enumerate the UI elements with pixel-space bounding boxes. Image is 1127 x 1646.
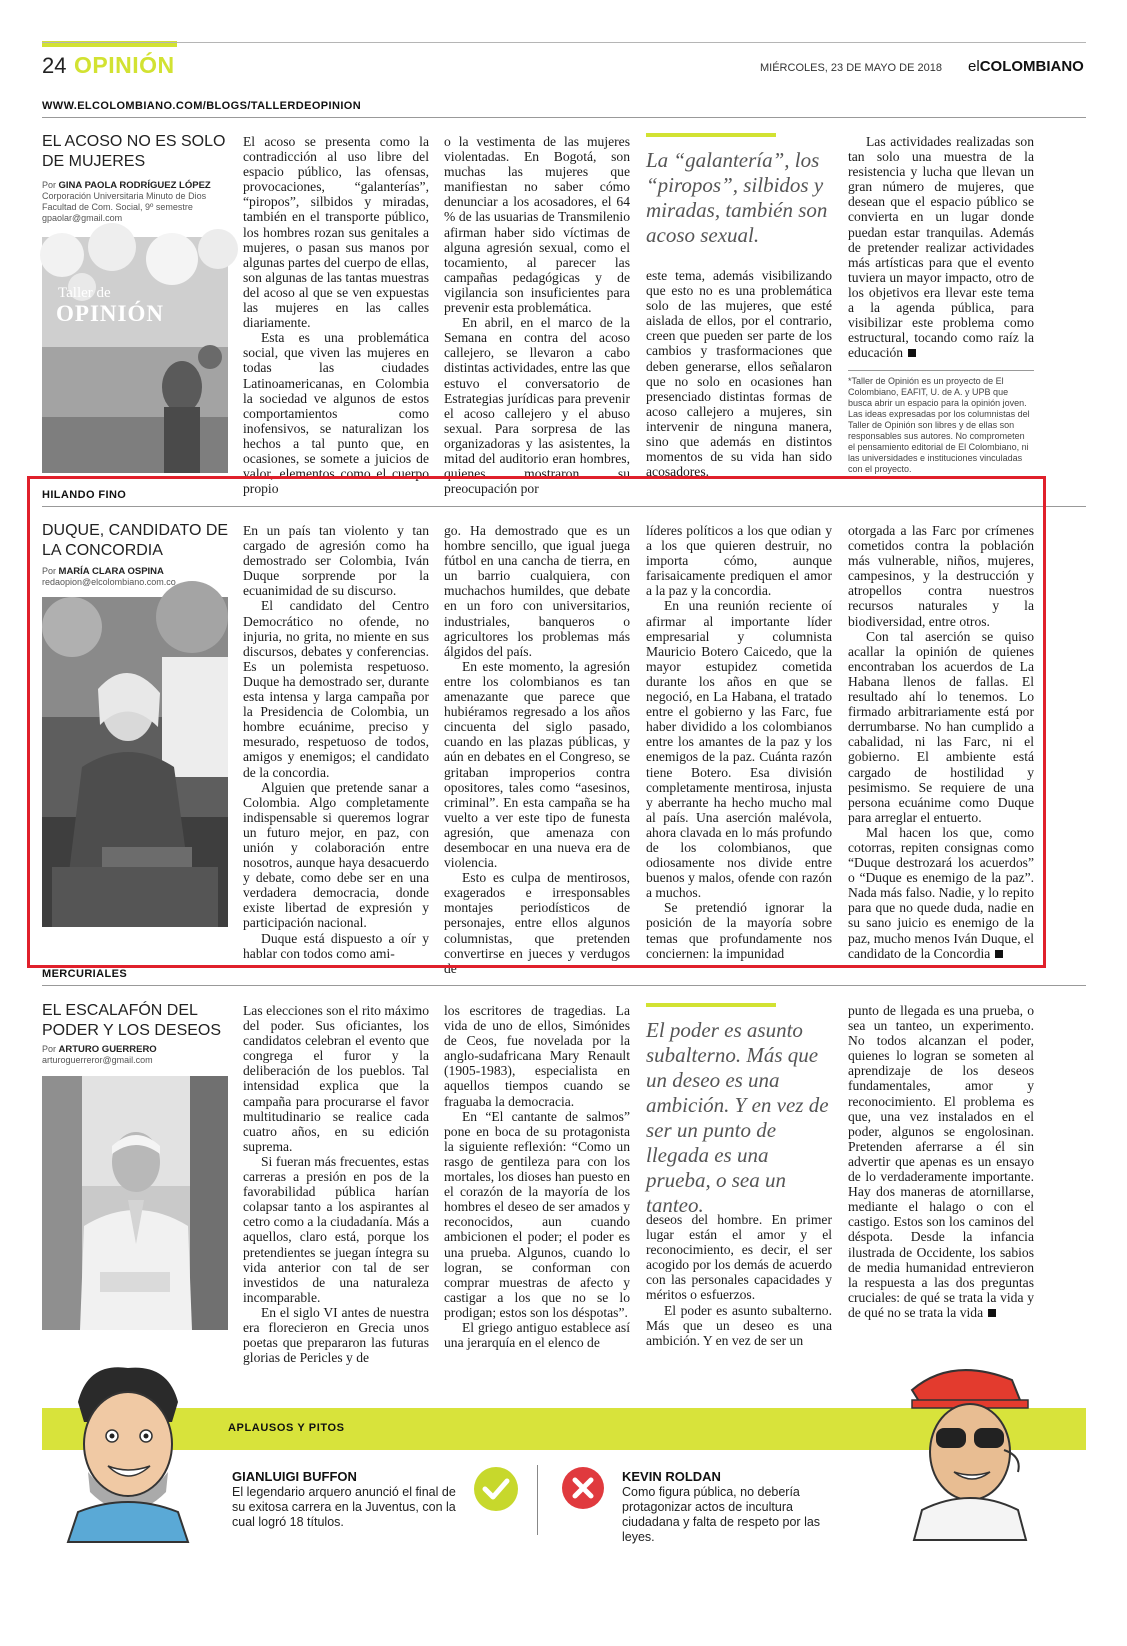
taller-logo-line2: OPINIÓN — [56, 301, 164, 326]
check-icon — [472, 1465, 520, 1513]
brand-name: COLOMBIANO — [979, 58, 1084, 75]
brand-logo — [968, 58, 1084, 75]
article2-byline: Por MARÍA CLARA OSPINA redaopion@elcolombiano.com.co — [42, 566, 176, 587]
taller-logo-line1: Taller de — [58, 285, 111, 301]
article3-column-4: punto de llegada es una prueba, o sea un tanteo, un experimento. No todos alcanzan el poder, quienes lo logran se someten al aprendizaje de los deseos fundamentales, amor y reconocimiento. El problema es que, una vez instalados en el poder, algunos se engolosinan. Pretenden aferrarse a él sin advertir que apenas es un ensayo de lo verdaderamente importante. Hay dos maneras de atornillarse, mediante el halago o con el castigo. Estos son los caminos del déspota. Desde la infancia ilustrada de Occidente, los sabios de media humanidad entrevieron la respuesta a las dos preguntas cruciales: de qué se trata la vida y de qué no se trata la vida — [848, 1003, 1034, 1320]
end-mark — [995, 950, 1003, 958]
section-title: OPINIÓN — [74, 52, 175, 78]
pito-name: KEVIN ROLDAN — [622, 1469, 721, 1484]
article3-column-1: Las elecciones son el rito máximo del poder. Sus oficiantes, los candidatos celebran el evento que congrega el furor y la deliberación de los pueblos. Tal intensidad explica que la campaña para procurarse el favor multitudinario se realice cada cuatro años, en su edición suprema. Si fueran más frecuentes, estas carreras a presión en pos de la favorabilidad pública harían colapsar tanto a los aspirantes al cetro como a la ciudadanía. Más a aquellos, claro está, porque los pretendientes se juegan íntegra su vida anterior con tal de ser investidos de una naturaleza incomparable. En el siglo VI antes de nuestra era florecieron en Grecia unos poetas que prepararon las futuras glorias de Pericles y de — [243, 1003, 429, 1366]
brand-prefix: el — [968, 58, 980, 75]
article1-column-4: Las actividades realizadas son tan solo una muestra de la resistencia y lucha que llevan un gran número de mujeres, que desean que el espacio público se convierta en un lugar donde puedan estar tranquilas. Además de pretender realizar actividades más artísticas para que el evento tuviera un mayor impacto, otro de los objetivos era llevar este tema a la agenda pública, para visibilizar este problema como estructural, tocando como raíz la educación — [848, 134, 1034, 361]
note-rule — [848, 370, 1034, 371]
page-number: 24 — [42, 53, 67, 78]
article1-column-3: este tema, además visibilizando que esto no es una problemática solo de las mujeres, que esté aislada de ellos, por el contrario, creen que pueden ser parte de los cambios y trasformaciones que deben generarse, ellos señalaron que no solo en ocasiones han presenciado distintas formas de acoso callejero a mujeres, sin intervenir de ninguna manera, sino que además en distintos momentos de su vida han sido acosadores. — [646, 268, 832, 480]
author-photo-maria-clara-ospina — [42, 597, 228, 927]
article3-headline: EL ESCALAFÓN DEL PODER Y LOS DESEOS — [42, 1002, 222, 1039]
header-rule — [42, 42, 1086, 43]
article3-pullquote: El poder es asunto subalterno. Más que un deseo es una ambición. Y en vez de ser un punto de llegada es una prueba, o sea un tanteo. — [646, 1018, 829, 1217]
end-mark — [988, 1309, 996, 1317]
article1-pullquote: La “galantería”, los “piropos”, silbidos y miradas, también son acoso sexual. — [646, 148, 828, 247]
cross-icon — [560, 1465, 606, 1511]
caricature-buffon-illustration — [48, 1362, 198, 1542]
article3-column-3: deseos del hombre. En primer lugar están el amor y el reconocimiento, es decir, el ser acogido por los demás de acuerdo con las personales capacidades y méritos o esfuerzos. El poder es asunto subalterno. Más que un deseo es una ambición. Y en vez de ser un — [646, 1212, 832, 1348]
blog-url[interactable]: WWW.ELCOLOMBIANO.COM/BLOGS/TALLERDEOPINION — [42, 100, 1086, 112]
article3-column-2: los escritores de tragedias. La vida de uno de ellos, Simónides de Ceos, fue novelada por la anglo-sudafricana Mary Renault (1905-1983), especialista en aquellos tiempos cuando se fraguaba la democracia. En “El cantante de salmos” pone en boca de su protagonista la siguiente reflexión: “Como un rasgo de gentileza para con los mortales, los dioses han puesto en el corazón de la mayoría de los hombres el deseo de ser amados y reconocidos, aun cuando ambicionen el poder; el poder es una prueba. Algunos, cuando lo logran, se conforman con comprar muestras de afecto y castigar a los que no se lo prodigan; estos son los déspotas”. El griego antiguo establece así una jerarquía en el elenco de — [444, 1003, 630, 1351]
aplauso-name: GIANLUIGI BUFFON — [232, 1469, 357, 1484]
end-mark — [908, 349, 916, 357]
article3-byline: Por ARTURO GUERRERO arturoguerreror@gmail.com — [42, 1044, 157, 1065]
article1-byline: Por GINA PAOLA RODRÍGUEZ LÓPEZ Corporación Universitaria Minuto de Dios Facultad de Com. Social, 9º semestre gpaolar@gmail.com — [42, 180, 211, 223]
aplausos-divider — [537, 1465, 538, 1535]
author-photo-arturo-guerrero — [42, 1076, 228, 1330]
pullquote-accent — [646, 1003, 776, 1007]
pito-text: Como figura pública, no debería protagonizar actos de incultura ciudadana y falta de respeto por las leyes. — [622, 1485, 821, 1544]
aplauso-text: El legendario arquero anunció el final de su exitosa carrera en la Juventus, con la cual logró 18 títulos. — [232, 1485, 456, 1529]
pullquote-accent — [646, 133, 776, 137]
author-portrait — [42, 1076, 228, 1330]
section-hilando-fino: HILANDO FINO — [42, 489, 1086, 501]
article2-column-4: otorgada a las Farc por crímenes cometidos contra la población más vulnerable, niños, mujeres, campesinos, y la destrucción y atropellos contra nuestros recursos naturales y la biodiversidad, entre otros. Con tal aserción se quiso acallar la opinión de quienes encontraban los acuerdos de La Habana llenos de fallas. El resultado ahí lo tenemos. Lo firmado arbitrariamente está por derrumbarse. No han cumplido a cabalidad, ni las Farc, ni el gobierno. El ambiente está cargado de hostilidad y pesimismo. Se requiere de una persona ecuánime como Duque para arreglar el entuerto. Mal hacen los que, como cotorras, repiten consignas como “Duque destrozará los acuerdos” o “Duque es enemigo de la paz”. Nada más falso. Nadie, y lo repito para que no quede duda, nadie en su sano juicio es enemigo de la paz, mucho menos Iván Duque, el candidato de la Concordia — [848, 523, 1034, 961]
section-mercuriales: MERCURIALES — [42, 968, 1086, 980]
aplausos-title: APLAUSOS Y PITOS — [228, 1422, 345, 1434]
taller-opinion-note: *Taller de Opinión es un proyecto de El Colombiano, EAFIT, U. de A. y UPB que busca abrir un espacio para la opinión joven. Las ideas expresadas por los columnistas del Taller de Opinión son libres y de ellas son responsables sus autores. No comprometen el pensamiento editorial de El Colombiano, ni las universidades e instituciones vinculadas con el proyecto. — [848, 376, 1030, 474]
article1-column-2: o la vestimenta de las mujeres violentadas. En Bogotá, son muchas las mujeres que manifiestan no saber cómo denunciar a los acosadores, el 64 % de las usuarias de Transmilenio afirman haber sido víctimas de alguna agresión sexual, como el tocamiento, al parecer las campañas pedagógicas y de vigilancia son insuficientes para prevenir esta problemática. En abril, en el marco de la Semana en contra del acoso callejero, se llevaron a cabo distintas actividades, entre las que estuvo el conversatorio de Estrategias jurídicas para prevenir el acoso callejero y el abuso sexual. Para sorpresa de las organizadoras y las asistentes, la mitad del auditorio eran hombres, quienes mostraron su preocupación por — [444, 134, 630, 497]
article2-headline: DUQUE, CANDIDATO DE LA CONCORDIA — [42, 522, 229, 559]
article2-column-1: En un país tan violento y tan cargado de agresión como ha demostrado ser Colombia, Iván Duque sorprende por la ecuanimidad de su discurso. El candidato del Centro Democrático no ofende, no injuria, no grita, no miente en sus discursos, debates y conferencias. Es un polemista respetuoso. Duque ha demostrado ser, durante esta intensa y larga campaña por la Presidencia de Colombia, un hombre ecuánime, preciso y mesurado, respetuoso de todos, amigos y enemigos; el candidato de la concordia. Alguien que pretende sanar a Colombia. Algo completamente indispensable si queremos lograr un futuro mejor, en paz, con unión y colaboración entre nosotros, aunque haya desacuerdo y debate, como debe ser en una verdadera democracia, donde existe libertad de expresión y participación nacional. Duque está dispuesto a oír y hablar con todos como ami- — [243, 523, 429, 961]
issue-date: MIÉRCOLES, 23 DE MAYO DE 2018 — [760, 62, 942, 74]
caricature-roldan-illustration — [892, 1360, 1042, 1540]
taller-opinion-illustration — [42, 237, 228, 473]
article1-headline: EL ACOSO NO ES SOLO DE MUJERES — [42, 133, 226, 170]
taller-opinion-photo — [42, 237, 228, 473]
article1-column-1: El acoso se presenta como la contradicción al uso libre del espacio público, las ofensas, provocaciones, “galanterías”, “piropos”, silbidos y miradas, también en el transporte público, los hombres rozan sus genitales a mujeres, o pasan sus manos por algunas partes del cuerpo de ellas, son algunas de las tantas muestras del acoso al que se ven expuestas las mujeres en las calles diariamente. Esta es una problemática social, que viven las mujeres en todas las ciudades Latinoamericanas, en Colombia la sociedad ve algunos de estos comportamientos como inofensivos, se naturalizan los hechos a tal punto que, en ocasiones, se somete a juicios de valor, elementos como el cuerpo propio — [243, 134, 429, 497]
article2-column-2: go. Ha demostrado que es un hombre sencillo, que igual juega fútbol en una cancha de tierra, en un barrio cualquiera, con muchachos humildes, que debate en un foro con universitarios, industriales, banqueros o agricultores los problemas más álgidos del país. En este momento, la agresión entre los colombianos es tan amenazante que parece que hubiéramos regresado a los años cincuenta del siglo pasado, cuando en las plazas públicas, y aún en debates en el Congreso, se gritaban improperios contra opositores, tales como “asesinos, criminal”. En esta campaña se ha vuelto a ver este tipo de funesta agresión, que amenaza con desembocar en una nueva era de violencia. Esto es culpa de mentirosos, exagerados e irresponsables montajes periodísticos de personajes, entre ellos algunos columnistas, que pretenden convertirse en jueces y verdugos de — [444, 523, 630, 976]
author-portrait — [42, 597, 228, 927]
article2-column-3: líderes políticos a los que odian y a los que quieren destruir, no importa cómo, aunque farisaicamente prediquen el amor a la paz y la concordia. En una reunión reciente oí afirmar al importante líder empresarial y columnista Mauricio Botero Caicedo, que la mayor estupidez cometida durante los años en que se negoció, en La Habana, el tratado entre el gobierno y las Farc, fue haber dividido a los colombianos entre los amantes de la paz y los enemigos de la paz. Cuánta razón tiene Botero. Esa división completamente mentirosa, injusta y aberrante ha hecho mucho mal al país. Una aserción malévola, ahora clavada en lo más profundo de los colombianos, que odiosamente nos divide entre buenos y malos, ofende con razón a muchos. Se pretendió ignorar la posición de la mayoría sobre temas que profundamente nos conciernen: la impunidad — [646, 523, 832, 961]
